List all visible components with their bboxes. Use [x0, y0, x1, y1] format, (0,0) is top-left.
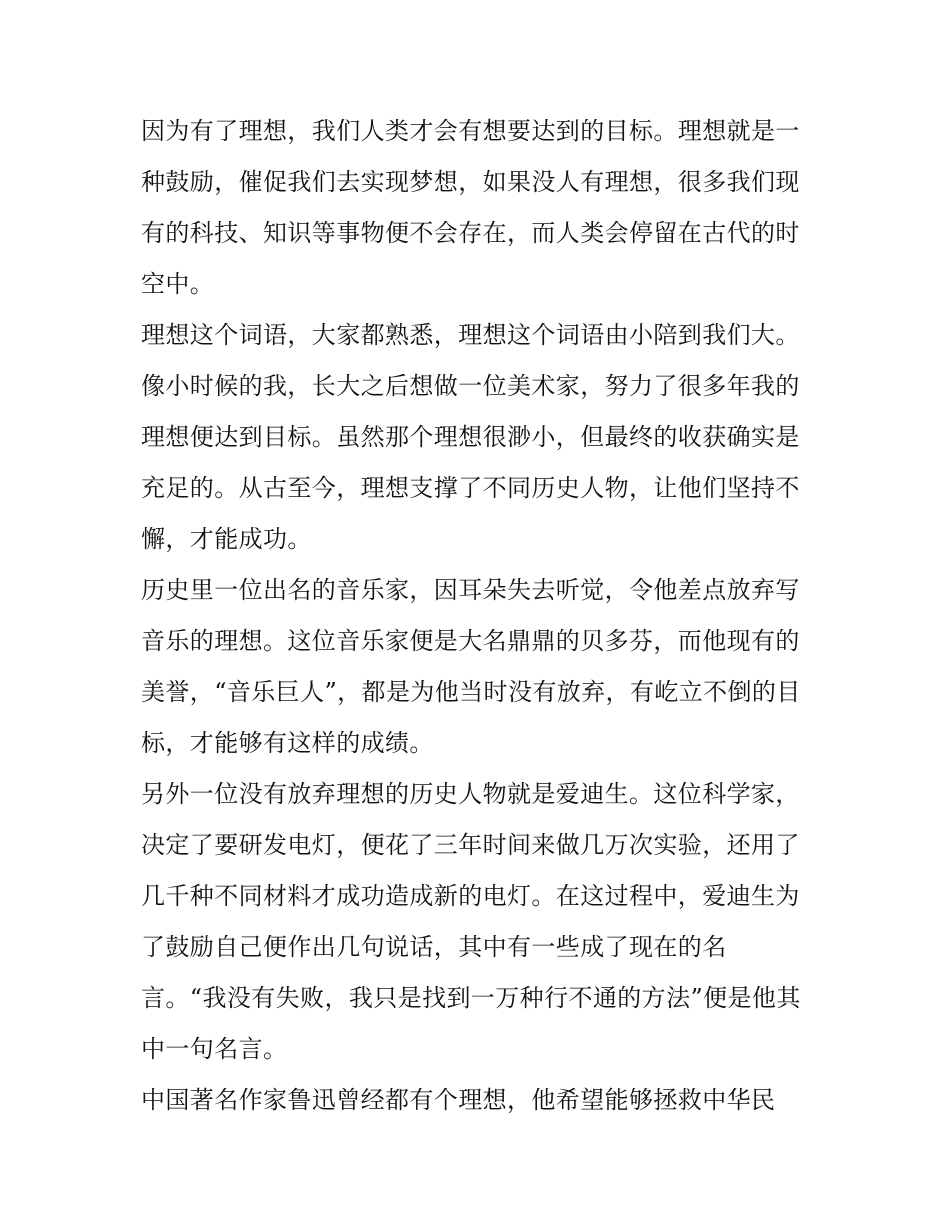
text-line-6: 像小时候的我，长大之后想做一位美术家，努力了很多年我的	[141, 372, 800, 400]
text-line-18: 言。“我没有失败，我只是找到一万种行不通的方法”便是他其	[141, 984, 801, 1012]
text-line-9: 懈，才能成功。	[141, 525, 312, 553]
text-line-7: 理想便达到目标。虽然那个理想很渺小，但最终的收获确实是	[141, 423, 800, 451]
text-line-17: 了鼓励自己便作出几句说话，其中有一些成了现在的名	[141, 933, 727, 961]
text-line-3: 有的科技、知识等事物便不会存在，而人类会停留在古代的时	[141, 219, 800, 247]
text-line-8: 充足的。从古至今，理想支撑了不同历史人物，让他们坚持不	[141, 474, 800, 502]
text-line-15: 决定了要研发电灯，便花了三年时间来做几万次实验，还用了	[141, 831, 800, 859]
text-line-19: 中一句名言。	[141, 1035, 288, 1063]
text-line-2: 种鼓励，催促我们去实现梦想，如果没人有理想，很多我们现	[141, 168, 800, 196]
text-line-5: 理想这个词语，大家都熟悉，理想这个词语由小陪到我们大。	[141, 321, 800, 349]
text-line-1: 因为有了理想，我们人类才会有想要达到的目标。理想就是一	[141, 117, 800, 145]
text-line-12: 美誉，“音乐巨人”，都是为他当时没有放弃，有屹立不倒的目	[141, 678, 801, 706]
text-line-13: 标，才能够有这样的成绩。	[141, 729, 434, 757]
text-line-4: 空中。	[141, 270, 215, 298]
text-line-10: 历史里一位出名的音乐家，因耳朵失去听觉，令他差点放弃写	[141, 576, 800, 604]
text-line-14: 另外一位没有放弃理想的历史人物就是爱迪生。这位科学家，	[141, 780, 800, 808]
text-line-11: 音乐的理想。这位音乐家便是大名鼎鼎的贝多芬，而他现有的	[141, 627, 800, 655]
essay-body	[141, 106, 813, 1126]
text-line-16: 几千种不同材料才成功造成新的电灯。在这过程中，爱迪生为	[141, 882, 800, 910]
text-line-20: 中国著名作家鲁迅曾经都有个理想，他希望能够拯救中华民	[141, 1086, 776, 1114]
